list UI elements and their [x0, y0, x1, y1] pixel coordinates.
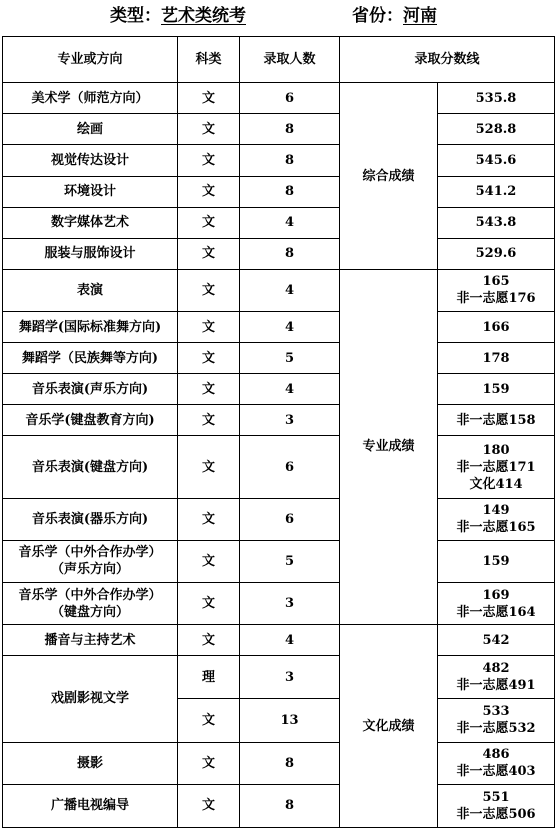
type-label: 类型：	[110, 6, 161, 26]
group-composite: 综合成绩	[340, 83, 438, 270]
cell-score: 166	[438, 311, 555, 342]
cell-score: 542	[438, 625, 555, 656]
table-row	[3, 656, 555, 699]
group-professional: 专业成绩	[340, 269, 438, 624]
cell-major: 音乐学（中外合作办学） （键盘方向）	[3, 582, 178, 624]
cell-subject: 文	[178, 311, 240, 342]
cell-score: 169 非一志愿164	[438, 582, 555, 624]
cell-score: 535.8	[438, 83, 555, 114]
cell-count: 8	[240, 145, 340, 176]
province-line	[352, 6, 437, 26]
group-culture: 文化成绩	[340, 625, 438, 828]
cell-subject: 文	[178, 540, 240, 582]
cell-score: 545.6	[438, 145, 555, 176]
table-row	[3, 405, 555, 436]
table-row	[3, 343, 555, 374]
cell-score: 541.2	[438, 176, 555, 207]
province-label: 省份：	[352, 6, 403, 26]
cell-major: 音乐表演(键盘方向)	[3, 436, 178, 498]
cell-major: 视觉传达设计	[3, 145, 178, 176]
header-major: 专业或方向	[3, 37, 178, 83]
table-row	[3, 145, 555, 176]
cell-subject: 文	[178, 405, 240, 436]
header-count: 录取人数	[240, 37, 340, 83]
table-row	[3, 436, 555, 498]
table-header-row	[3, 37, 555, 83]
cell-count: 13	[240, 699, 340, 742]
cell-count: 8	[240, 176, 340, 207]
type-line	[110, 6, 246, 26]
cell-count: 8	[240, 742, 340, 784]
cell-score: 529.6	[438, 238, 555, 269]
cell-major: 绘画	[3, 114, 178, 145]
cell-count: 3	[240, 405, 340, 436]
cell-subject: 文	[178, 374, 240, 405]
cell-major: 数字媒体艺术	[3, 207, 178, 238]
cell-score: 482 非一志愿491	[438, 656, 555, 699]
cell-major: 播音与主持艺术	[3, 625, 178, 656]
cell-subject: 文	[178, 145, 240, 176]
cell-count: 5	[240, 540, 340, 582]
cell-score: 486 非一志愿403	[438, 742, 555, 784]
cell-major: 舞蹈学(国际标准舞方向)	[3, 311, 178, 342]
cell-subject: 文	[178, 436, 240, 498]
cell-major: 广播电视编导	[3, 784, 178, 827]
cell-major: 环境设计	[3, 176, 178, 207]
cell-count: 3	[240, 582, 340, 624]
cell-major: 音乐表演(声乐方向)	[3, 374, 178, 405]
cell-count: 6	[240, 436, 340, 498]
cell-subject: 文	[178, 114, 240, 145]
cell-score: 149 非一志愿165	[438, 498, 555, 540]
table-row	[3, 83, 555, 114]
cell-major: 音乐表演(器乐方向)	[3, 498, 178, 540]
table-row	[3, 114, 555, 145]
cell-major: 美术学（师范方向）	[3, 83, 178, 114]
table-row	[3, 176, 555, 207]
province-value: 河南	[403, 6, 437, 26]
table-row	[3, 207, 555, 238]
cell-subject: 理	[178, 656, 240, 699]
cell-subject: 文	[178, 269, 240, 311]
table-row	[3, 311, 555, 342]
cell-subject: 文	[178, 207, 240, 238]
admission-table	[2, 36, 555, 828]
table-row	[3, 269, 555, 311]
cell-subject: 文	[178, 343, 240, 374]
cell-count: 4	[240, 311, 340, 342]
cell-subject: 文	[178, 699, 240, 742]
cell-count: 4	[240, 625, 340, 656]
cell-count: 4	[240, 207, 340, 238]
table-row	[3, 742, 555, 784]
cell-score: 159	[438, 374, 555, 405]
cell-major: 戏剧影视文学	[3, 656, 178, 742]
cell-score: 178	[438, 343, 555, 374]
cell-score: 543.8	[438, 207, 555, 238]
cell-score: 533 非一志愿532	[438, 699, 555, 742]
cell-count: 8	[240, 114, 340, 145]
cell-subject: 文	[178, 625, 240, 656]
cell-count: 6	[240, 498, 340, 540]
type-value: 艺术类统考	[161, 6, 246, 26]
cell-subject: 文	[178, 238, 240, 269]
cell-score: 159	[438, 540, 555, 582]
page-header	[0, 0, 558, 36]
cell-count: 4	[240, 374, 340, 405]
cell-count: 6	[240, 83, 340, 114]
cell-count: 5	[240, 343, 340, 374]
cell-subject: 文	[178, 498, 240, 540]
cell-major: 表演	[3, 269, 178, 311]
table-row	[3, 625, 555, 656]
cell-count: 3	[240, 656, 340, 699]
cell-score: 180 非一志愿171 文化414	[438, 436, 555, 498]
cell-score: 528.8	[438, 114, 555, 145]
cell-major: 音乐学（中外合作办学） （声乐方向）	[3, 540, 178, 582]
table-row	[3, 540, 555, 582]
cell-count: 4	[240, 269, 340, 311]
table-row	[3, 582, 555, 624]
cell-score: 非一志愿158	[438, 405, 555, 436]
cell-major: 摄影	[3, 742, 178, 784]
cell-score: 165 非一志愿176	[438, 269, 555, 311]
cell-major: 舞蹈学（民族舞等方向)	[3, 343, 178, 374]
cell-count: 8	[240, 238, 340, 269]
cell-subject: 文	[178, 83, 240, 114]
table-row	[3, 374, 555, 405]
table-row	[3, 238, 555, 269]
cell-major: 音乐学(键盘教育方向)	[3, 405, 178, 436]
cell-major: 服装与服饰设计	[3, 238, 178, 269]
table-row	[3, 784, 555, 827]
header-score: 录取分数线	[340, 37, 555, 83]
cell-subject: 文	[178, 582, 240, 624]
table-row	[3, 498, 555, 540]
header-subject: 科类	[178, 37, 240, 83]
cell-subject: 文	[178, 784, 240, 827]
cell-subject: 文	[178, 742, 240, 784]
cell-score: 551 非一志愿506	[438, 784, 555, 827]
cell-subject: 文	[178, 176, 240, 207]
cell-count: 8	[240, 784, 340, 827]
